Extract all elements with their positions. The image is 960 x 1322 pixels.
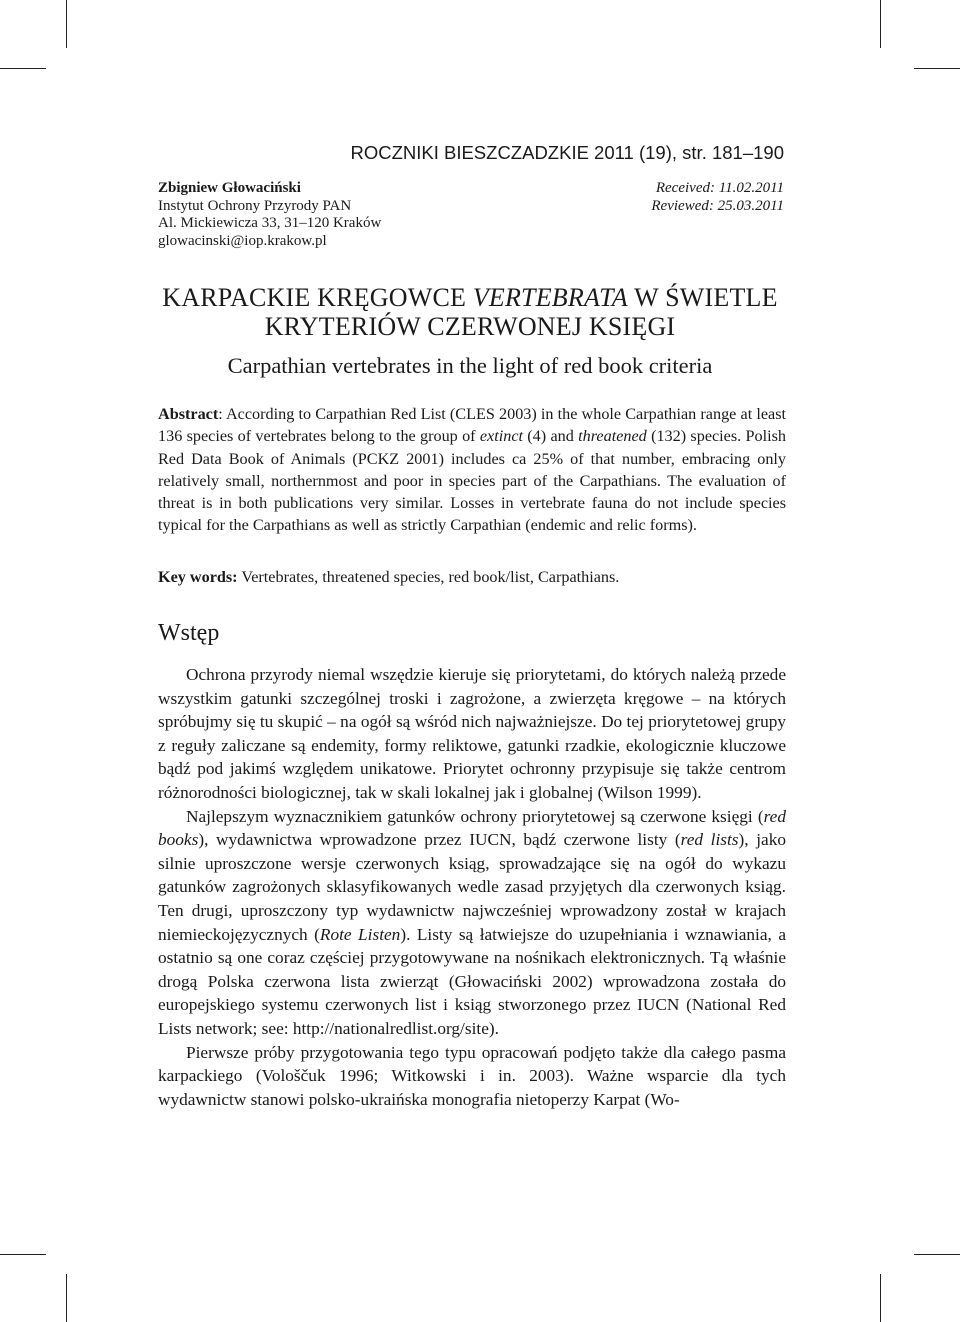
title-line2: KRYTERIÓW CZERWONEJ KSIĘGI	[264, 312, 676, 341]
paragraph-text: ), jako silnie uproszczone wersje czerwonych ksiąg, sprowadzające się na ogół do wykazu gatunków zagrożonych sklasyfikowanych wedle zasad przyjętych dla czerwonych ksiąg. Ten drugi, uproszczony typ wydawnictw najwcześniej wprowadzony został w krajach niemieckojęzycznych (	[158, 830, 787, 944]
crop-mark	[66, 1274, 67, 1322]
abstract-text: : According to Carpathian Red List (CLES 2003) in the whole Carpathian range at least 136 species of vertebrates belong to the group of	[158, 405, 786, 446]
crop-mark	[914, 68, 960, 69]
reviewed-date: Reviewed: 25.03.2011	[651, 197, 784, 214]
abstract-text: (132) species. Polish Red Data Book of Animals (PCKZ 2001) includes ca 25% of that number, embracing only relatively small, northernmost and poor in species part of the Carpathians. The evaluation of threat is in both publications very similar. Losses in vertebrate fauna do not include species typical for the Carpathians as well as strictly Carpathian (endemic and relic forms).	[158, 427, 786, 535]
abstract-italic: extinct	[479, 427, 523, 446]
crop-mark	[914, 1254, 960, 1255]
paragraph-italic: Rote Listen	[319, 924, 401, 944]
keywords-label: Key words:	[158, 568, 238, 586]
paragraph-text: Najlepszym wyznacznikiem gatunków ochrony priorytetowej są czerwone księgi (	[186, 806, 764, 826]
title-part: W ŚWIETLE	[627, 283, 778, 312]
author-name: Zbigniew Głowaciński	[158, 180, 301, 196]
crop-mark	[0, 68, 46, 69]
keywords	[158, 566, 786, 588]
section-heading: Wstęp	[158, 620, 220, 646]
paragraph-italic: red books	[158, 806, 786, 850]
author-address: Al. Mickiewicza 33, 31–120 Kraków	[158, 215, 382, 231]
crop-mark	[880, 1274, 881, 1322]
paragraph: Pierwsze próby przygotowania tego typu opracowań podjęto także dla całego pasma karpackiego (Vološčuk 1996; Witkowski i in. 2003). Ważne wsparcie dla tych wydawnictw stanowi polsko-ukraińska monografia nietoperzy Karpat (Wo-	[158, 1042, 786, 1109]
paragraph-text: ), wydawnictwa wprowadzone przez IUCN, bądź czerwone listy (	[198, 830, 681, 850]
author-institution: Instytut Ochrony Przyrody PAN	[158, 197, 352, 214]
paper-title	[0, 283, 940, 341]
received-date: Received: 11.02.2011	[655, 180, 784, 196]
paragraph-italic: red lists	[680, 830, 739, 850]
dates-block	[651, 180, 784, 215]
paragraph: Ochrona przyrody niemal wszędzie kieruje się priorytetami, do których należą przede wszystkim gatunki szczególnej troski i zagrożone, a zwierzęta kręgowe – na których spróbujmy się tu skupić – na ogół są wśród nich najważniejsze. Do tej priorytetowej grupy z reguły zaliczane są endemity, formy reliktowe, gatunki rzadkie, ekologicznie kluczowe bądź pod jakimś względem unikatowe. Priorytet ochronny przypisuje się także centrom różnorodności biologicznej, tak w skali lokalnej jak i globalnej (Wilson 1999).	[158, 665, 786, 802]
keywords-text: Vertebrates, threatened species, red book/list, Carpathians.	[237, 568, 620, 586]
author-block	[158, 180, 381, 250]
abstract-text: (4) and	[523, 427, 579, 446]
abstract-label: Abstract	[158, 405, 219, 423]
title-italic: VERTEBRATA	[472, 283, 628, 312]
crop-mark	[880, 0, 881, 48]
paper-subtitle: Carpathian vertebrates in the light of red book criteria	[227, 353, 713, 378]
journal-header: ROCZNIKI BIESZCZADZKIE 2011 (19), str. 181–190	[350, 142, 784, 163]
body-text	[158, 663, 786, 1111]
crop-mark	[0, 1254, 46, 1255]
paragraph	[158, 805, 786, 1041]
paragraph-text: ). Listy są łatwiejsze do uzupełniania i wznawiania, a ostatnio są one coraz częściej przygotowywane na nośnikach elektronicznych. Tą właśnie drogą Polska czerwona lista zwierząt (Głowaciński 2002) wprowadzona została do europejskiego systemu czerwonych list i ksiąg stworzonego przez IUCN (National Red Lists network; see: http://nationalredlist.org/site).	[158, 924, 786, 1038]
abstract-italic: threatened	[578, 427, 647, 446]
title-part: KARPACKIE KRĘGOWCE	[162, 283, 473, 312]
crop-mark	[66, 0, 67, 48]
abstract	[158, 403, 786, 537]
author-email[interactable]: glowacinski@iop.krakow.pl	[158, 232, 327, 249]
